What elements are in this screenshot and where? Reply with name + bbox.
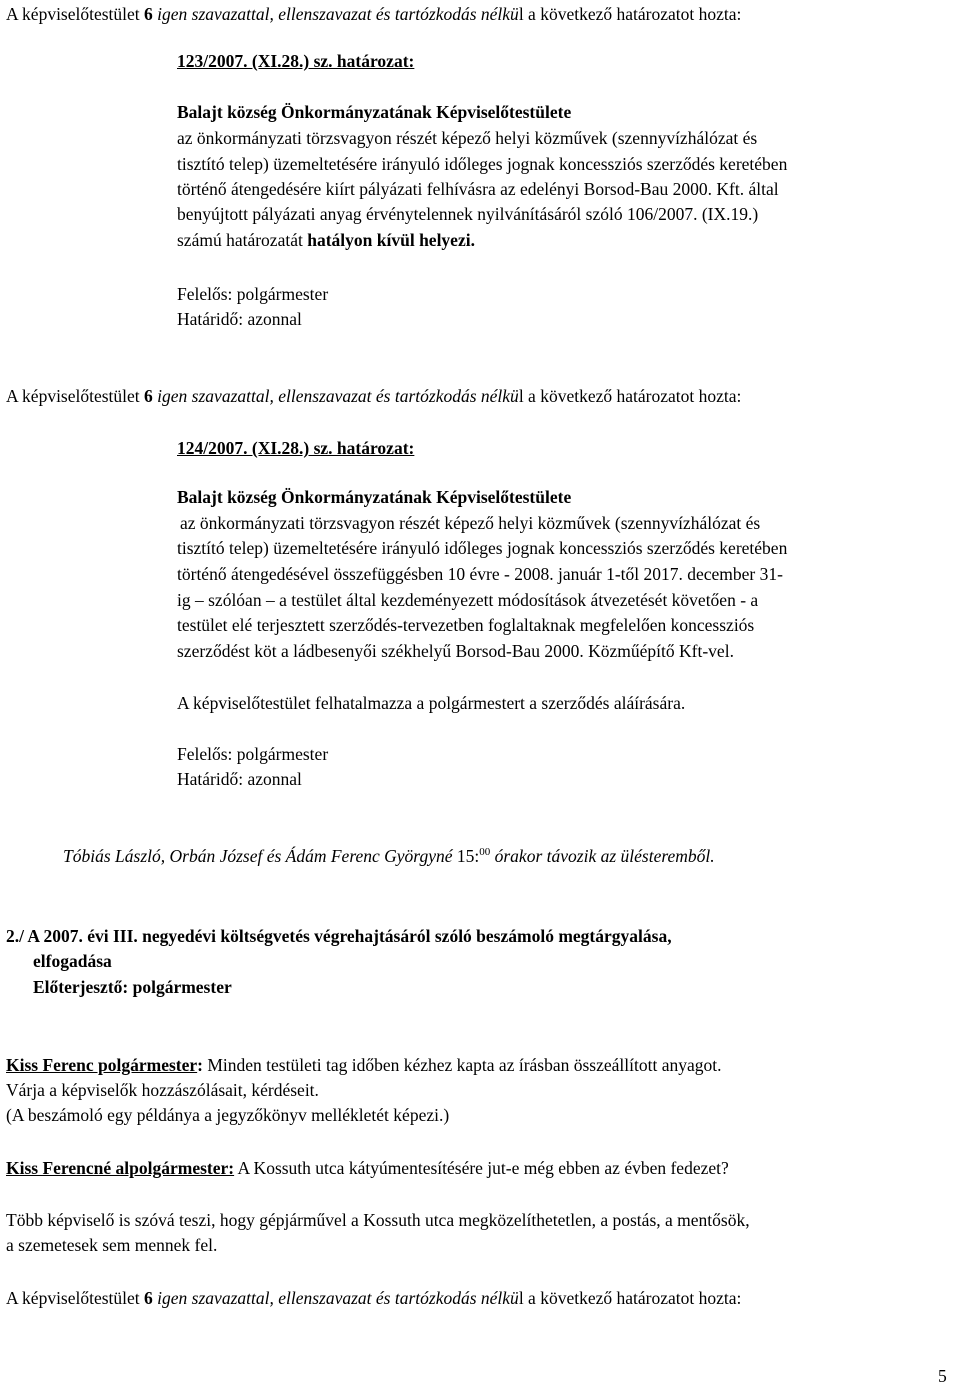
resolution-123-deadline: Határidő: azonnal	[177, 309, 302, 329]
resolution-124-title: Balajt község Önkormányzatának Képviselőtestülete	[177, 487, 572, 507]
remark-line: Több képviselő is szóvá teszi, hogy gépjárművel a Kossuth utca megközelíthetetlen, a postás, a mentősök,	[6, 1210, 750, 1230]
speaker-name: Kiss Ferenc polgármester	[6, 1055, 198, 1075]
resolution-124-authorization: A képviselőtestület felhatalmazza a polgármestert a szerződés aláírására.	[177, 693, 686, 713]
speaker-name: Kiss Ferencné alpolgármester:	[6, 1158, 235, 1178]
resolution-123-line: benyújtott pályázati anyag érvénytelennek nyilvánításáról szóló 106/2007. (IX.19.)	[177, 204, 759, 224]
resolution-123-responsible: Felelős: polgármester	[177, 284, 329, 304]
resolution-123-line: az önkormányzati törzsvagyon részét képező helyi közművek (szennyvízhálózat és	[177, 128, 758, 148]
resolution-124-responsible: Felelős: polgármester	[177, 744, 329, 764]
agenda-item-presenter: Előterjesztő: polgármester	[33, 977, 232, 997]
resolution-124-line: testület elé terjesztett szerződés-tervezetben foglaltaknak megfelelően koncessziós	[177, 615, 755, 635]
vote-intro-line-bottom: A képviselőtestület 6 igen szavazattal, ellenszavazat és tartózkodás nélkül a következő határozatot hozta:	[6, 1288, 742, 1308]
resolution-123-title: Balajt község Önkormányzatának Képviselőtestülete	[177, 102, 572, 122]
speech-deputy-mayor: Kiss Ferencné alpolgármester: A Kossuth utca kátyúmentesítésére jut-e még ebben az évben fedezet?	[6, 1158, 729, 1178]
resolution-124-number: 124/2007. (XI.28.) sz. határozat:	[177, 438, 415, 458]
vote-intro-line-top: A képviselőtestület 6 igen szavazattal, ellenszavazat és tartózkodás nélkül a következő határozatot hozta:	[6, 4, 742, 24]
resolution-123-number: 123/2007. (XI.28.) sz. határozat:	[177, 51, 415, 71]
resolution-124-line: az önkormányzati törzsvagyon részét képező helyi közművek (szennyvízhálózat és	[180, 513, 761, 533]
departure-note: Tóbiás László, Orbán József és Ádám Ferenc Györgyné 15:$^{00}$ órakor távozik az ülésteremből.	[63, 846, 715, 866]
resolution-124-line: történő átengedésével összefüggésben 10 évre - 2008. január 1-től 2017. december 31-	[177, 564, 783, 584]
resolution-124-line: ig – szólóan – a testület által kezdeményezett módosítások átvezetését követően - a	[177, 590, 759, 610]
speech-mayor-note: (A beszámoló egy példánya a jegyzőkönyv mellékletét képezi.)	[6, 1105, 450, 1125]
resolution-123-line: tisztító telep) üzemeltetésére irányuló időleges jognak koncessziós szerződés keretében	[177, 154, 788, 174]
agenda-item-title-cont: elfogadása	[33, 951, 112, 971]
resolution-124-deadline: Határidő: azonnal	[177, 769, 302, 789]
vote-intro-line-middle: A képviselőtestület 6 igen szavazattal, ellenszavazat és tartózkodás nélkül a következő határozatot hozta:	[6, 386, 742, 406]
resolution-123-last-line: számú határozatát hatályon kívül helyezi.	[177, 230, 475, 250]
resolution-124-line: tisztító telep) üzemeltetésére irányuló időleges jognak koncessziós szerződés keretében	[177, 538, 788, 558]
agenda-item-title: 2./ A 2007. évi III. negyedévi költségvetés végrehajtásáról szóló beszámoló megtárgyalása,	[6, 926, 672, 946]
resolution-123-line: történő átengedésére kiírt pályázati felhívásra az edelényi Borsod-Bau 2000. Kft. által	[177, 179, 779, 199]
speech-mayor-line: Várja a képviselők hozzászólásait, kérdéseit.	[6, 1080, 319, 1100]
speech-mayor: Kiss Ferenc polgármester: Minden testületi tag időben kézhez kapta az írásban összeállított anyagot.	[6, 1055, 722, 1075]
resolution-124-line: szerződést köt a ládbesenyői székhelyű Borsod-Bau 2000. Közműépítő Kft-vel.	[177, 641, 734, 661]
remark-line: a szemetesek sem mennek fel.	[6, 1235, 218, 1255]
page-number: 5	[938, 1366, 947, 1386]
